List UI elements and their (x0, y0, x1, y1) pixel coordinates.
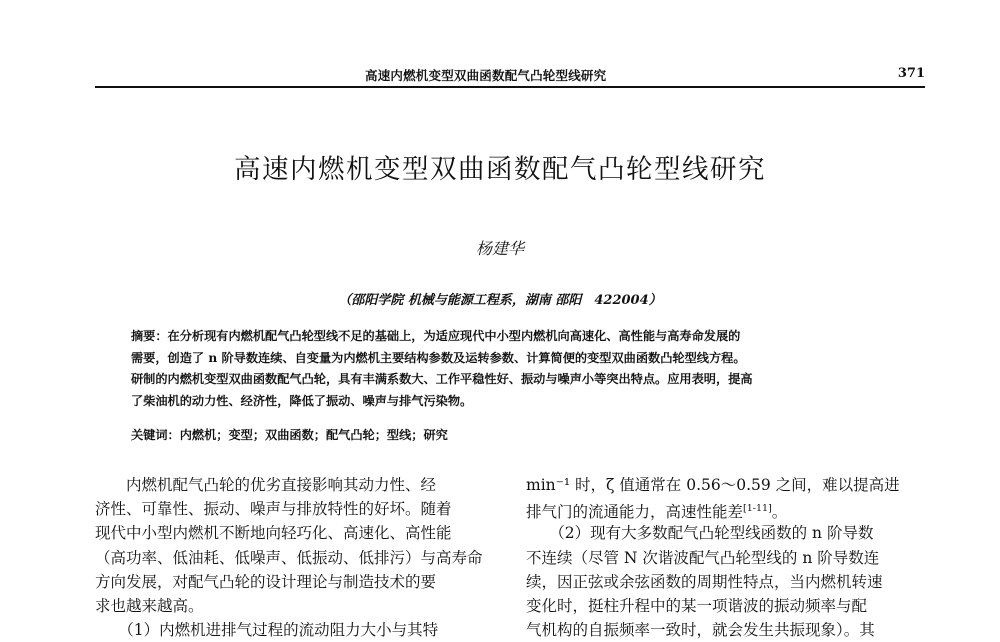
body-line: 气机构的自振频率一致时，就会发生共振现象）。其 (526, 621, 875, 640)
body-line: 续，因正弦或余弦函数的周期性特点，当内燃机转速 (526, 572, 883, 591)
running-header (95, 66, 925, 88)
affiliation: （邵阳学院 机械与能源工程系，湖南 邵阳 422004） (338, 293, 662, 308)
citation-reference[interactable]: [1-11] (743, 503, 772, 515)
keywords: 关键词：内燃机；变型；双曲函数；配气凸轮；型线；研究 (131, 428, 448, 442)
body-line: 不连续（尽管 N 次谐波配气凸轮型线的 n 阶导数连 (526, 548, 880, 567)
body-line: （1）内燃机进排气过程的流动阻力大小与其特 (95, 621, 439, 640)
body-line (526, 497, 928, 521)
body-line: （高功率、低油耗、低噪声、低振动、低排污）与高寿命 (95, 548, 483, 567)
body-line: 现代中小型内燃机不断地向轻巧化、高速化、高性能 (95, 524, 452, 543)
body-text: 。 (771, 503, 788, 522)
abstract (131, 326, 911, 412)
body-line: 求也越来越高。 (95, 596, 204, 615)
abstract-line: 研制的内燃机变型双曲函数配气凸轮，具有丰满系数大、工作平稳性好、振动与噪声小等突出特点。应用表明，提高 (131, 372, 753, 386)
author: 杨建华 (475, 239, 524, 258)
abstract-line: 摘要：在分析现有内燃机配气凸轮型线不足的基础上，为适应现代中小型内燃机向高速化、高性能与高寿命发展的 (131, 329, 741, 343)
body-line: min⁻¹ 时，ζ 值通常在 0.56～0.59 之间，难以提高进 (526, 476, 900, 494)
body-line: （2）现有大多数配气凸轮型线函数的 n 阶导数 (526, 524, 874, 543)
body-right-column (526, 473, 928, 642)
body-line: 方向发展，对配气凸轮的设计理论与制造技术的要 (95, 572, 437, 591)
page-number: 371 (897, 66, 925, 81)
running-title: 高速内燃机变型双曲函数配气凸轮型线研究 (365, 68, 607, 83)
body-line: 内燃机配气凸轮的优劣直接影响其动力性、经 (95, 476, 437, 494)
paper-title: 高速内燃机变型双曲函数配气凸轮型线研究 (234, 154, 766, 185)
body-line: 济性、可靠性、振动、噪声与排放特性的好坏。随着 (95, 500, 452, 519)
body-line: 变化时，挺柱升程中的某一项谐波的振动频率与配 (526, 596, 868, 615)
body-left-column (95, 473, 493, 642)
abstract-line: 了柴油机的动力性、经济性，降低了振动、噪声与排气污染物。 (131, 393, 473, 408)
abstract-line: 需要，创造了 n 阶导数连续、自变量为内燃机主要结构参数及运转参数、计算简便的变型双曲函数凸轮型线方程。 (131, 350, 746, 365)
body-text: 排气门的流通能力，高速性能差 (526, 503, 744, 522)
